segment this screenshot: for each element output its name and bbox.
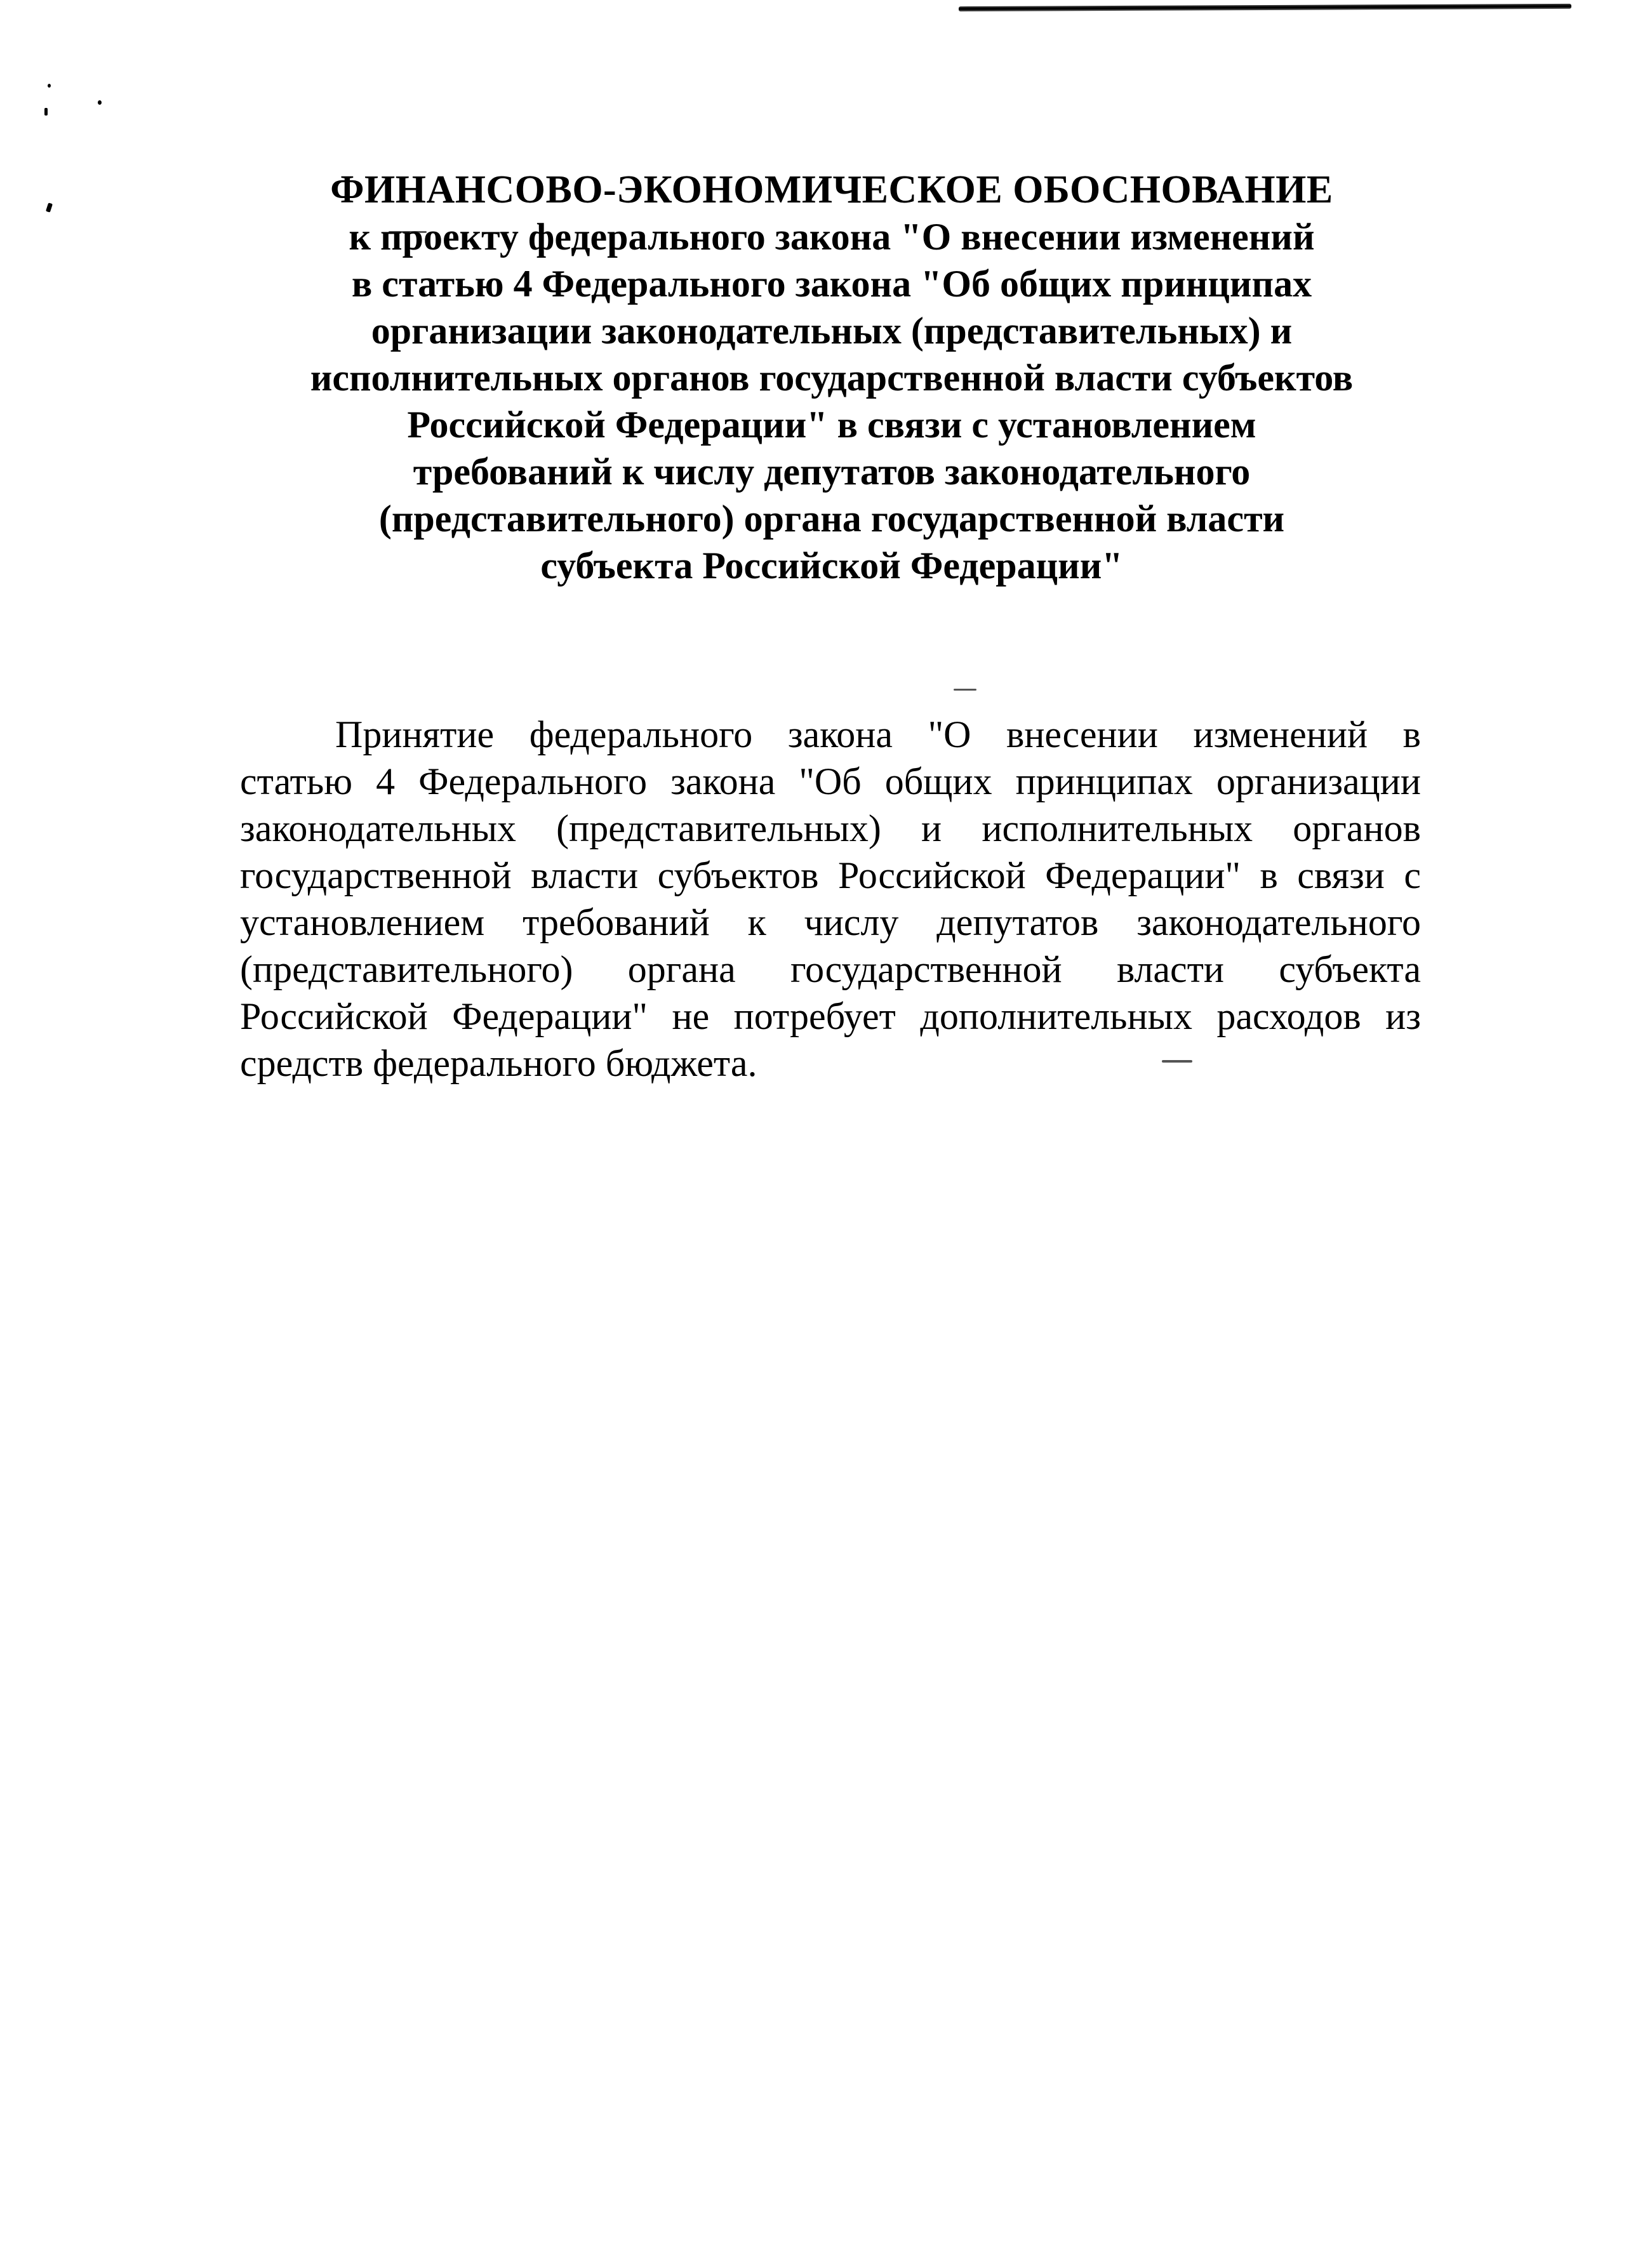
document-title: ФИНАНСОВО-ЭКОНОМИЧЕСКОЕ ОБОСНОВАНИЕ xyxy=(330,168,1333,211)
scan-top-rule xyxy=(959,4,1571,11)
body-line: установлением требований к числу депутатов законодательного xyxy=(240,901,1421,943)
scan-smudge xyxy=(954,689,976,691)
heading-line: Российской Федерации" в связи с установлением xyxy=(407,404,1256,446)
body-line: Российской Федерации" не потребует дополнительных расходов из xyxy=(240,995,1421,1037)
heading-line: к проекту федерального закона "О внесении изменений xyxy=(349,216,1315,258)
heading-line: требований к числу депутатов законодательного xyxy=(413,451,1251,493)
scan-speck xyxy=(46,202,53,212)
body-line: (представительного) органа государственной власти субъекта xyxy=(240,948,1421,990)
heading-line: организации законодательных (представительных) и xyxy=(371,310,1293,352)
heading-line: исполнительных органов государственной власти субъектов xyxy=(310,357,1354,399)
body-line: Принятие федерального закона "О внесении изменений в xyxy=(335,713,1421,755)
document-heading xyxy=(241,166,1422,589)
heading-line: (представительного) органа государственной власти xyxy=(378,498,1285,540)
body-line: средств федерального бюджета. xyxy=(240,1042,757,1084)
body-paragraph xyxy=(240,711,1421,1087)
scan-speck xyxy=(44,108,48,116)
scan-speck xyxy=(48,84,51,88)
body-line: законодательных (представительных) и исполнительных органов xyxy=(240,807,1421,849)
scan-speck xyxy=(98,100,102,105)
heading-line: субъекта Российской Федерации" xyxy=(540,545,1123,587)
body-line: статью 4 Федерального закона "Об общих принципах организации xyxy=(240,760,1421,802)
heading-line: в статью 4 Федерального закона "Об общих принципах xyxy=(351,263,1312,305)
body-line: государственной власти субъектов Российской Федерации" в связи с xyxy=(240,854,1421,896)
